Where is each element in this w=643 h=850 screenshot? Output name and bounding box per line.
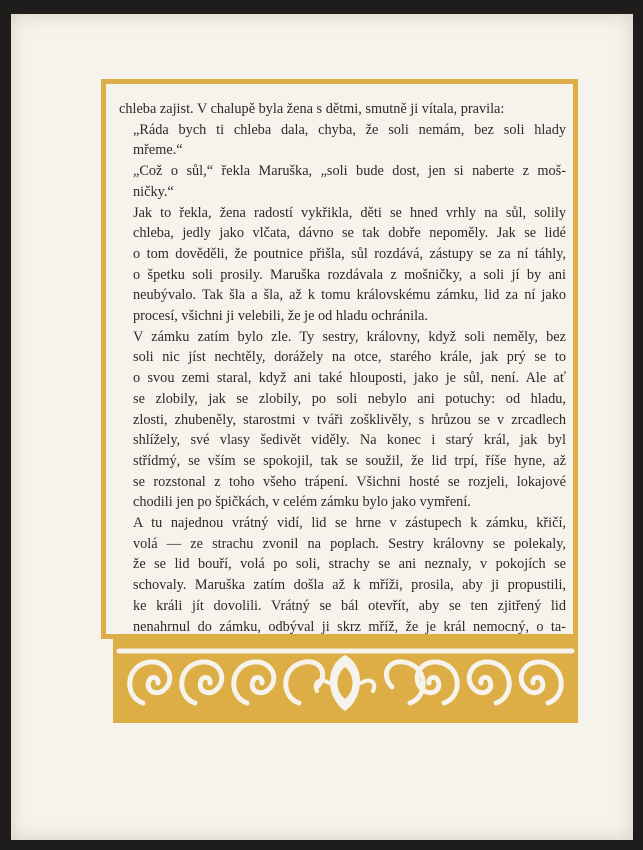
text-line: Jak to řekla, žena radostí vykřikla, děti se hned vrhly na sůl, solily xyxy=(133,204,566,221)
text-line: ničky.“ xyxy=(133,183,174,200)
text-line: A tu najednou vrátný vidí, lid se hrne v zástupech k zámku, křičí, xyxy=(133,515,566,532)
text-line: procesí, všichni ji velebili, že je od hladu ochránila. xyxy=(133,308,428,325)
paragraph xyxy=(119,120,566,161)
text-line: chleba zajist. V chalupě byla žena s dětmi, smutně ji vítala, pravila: xyxy=(119,101,505,117)
text-line: se zlobily, jak se zlobily, po soli nebylo ani potuchy: od hladu, xyxy=(133,390,566,407)
scroll-ornament-icon xyxy=(113,639,578,723)
text-line: mřeme.“ xyxy=(133,142,183,159)
text-line: shlížely, své vlasy šedivět viděly. Na konec i starý král, jak byl xyxy=(133,432,566,449)
story-text xyxy=(119,99,566,679)
text-line: chleba, jedly jako vlčata, dávno se tak dobře nepoměly. Jak se lidé xyxy=(133,225,566,242)
text-line: ke králi jít dovolili. Vrátný se bál otevřít, aby se ten zjitřený lid xyxy=(133,597,566,614)
text-line: že se lid bouří, volá po soli, strachy se ani neznaly, v pokojích se xyxy=(133,556,566,573)
text-line: neubývalo. Tak šla a šla, až k tomu královskému zámku, lid za ní jako xyxy=(133,287,566,304)
text-line: volá — ze strachu zvonil na poplach. Sestry královny se polekaly, xyxy=(133,535,566,552)
text-line: chodili jen po špičkách, v celém zámku bylo jako vymření. xyxy=(133,494,471,511)
text-line: zlosti, zhubeněly, starostmi v tváři zošklivěly, s hrůzou se v zrcadlech xyxy=(133,411,566,428)
text-line: se rozstonal z toho všeho trápení. Všichni hosté se rozjeli, lokajové xyxy=(133,473,566,490)
paragraph xyxy=(119,203,566,327)
text-line: V zámku zatím bylo zle. Ty sestry, královny, když soli neměly, bez xyxy=(133,328,566,345)
text-line: o svou zemi staral, když ani také hlouposti, jako je sůl, není. Ale ať xyxy=(133,370,566,387)
text-line: soli nic jíst nechtěly, dorážely na otce, starého krále, jak prý se to xyxy=(133,349,566,366)
paragraph xyxy=(119,327,566,513)
paragraph xyxy=(119,161,566,202)
text-line: o špetku soli prosily. Maruška rozdávala z mošničky, a soli jí by ani xyxy=(133,266,566,283)
text-line: schovaly. Maruška zatím došla až k mříži, prosila, aby ji propustili, xyxy=(133,577,566,594)
text-line: „Což o sůl,“ řekla Maruška, „soli bude dost, jen si naberte z moš- xyxy=(133,163,566,180)
text-line: střídmý, se vším se spokojil, tak se soužil, že lid trpí, říše hyne, až xyxy=(133,452,566,469)
text-line: nenahrnul do zámku, odbýval ji skrz mříž, že je král nemocný, o ta- xyxy=(133,618,566,635)
text-line: o tom dověděli, že poutnice přišla, sůl rozdává, zástupy se za ní táhly, xyxy=(133,245,566,262)
text-line: „Ráda bych ti chleba dala, chyba, že soli nemám, bez soli hlady xyxy=(133,121,566,138)
paragraph xyxy=(119,99,566,120)
